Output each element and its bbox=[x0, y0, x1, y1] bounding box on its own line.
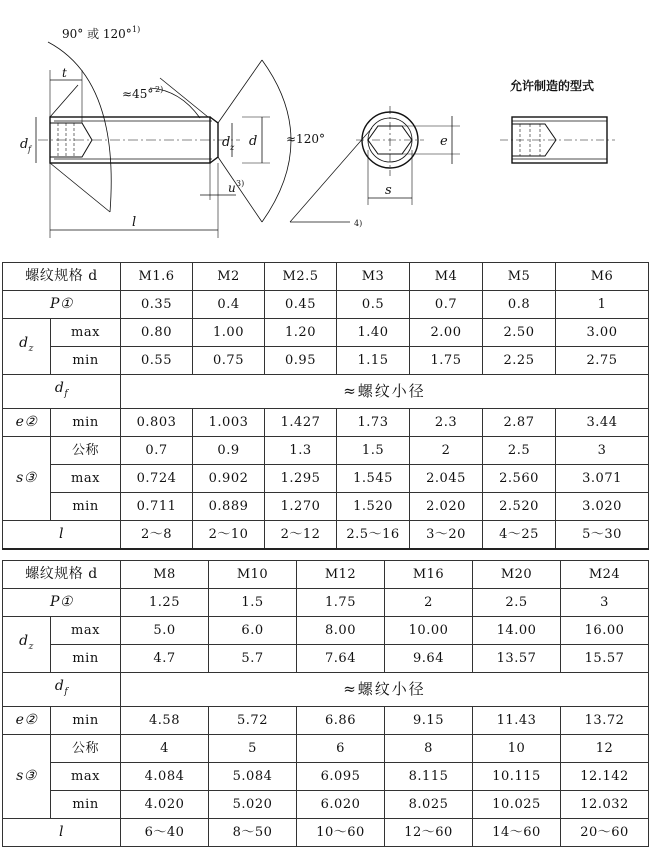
value-cell: 1.20 bbox=[265, 319, 337, 347]
size-cell: M6 bbox=[556, 263, 649, 291]
value-cell: 1.5 bbox=[337, 436, 410, 464]
min-label: min bbox=[51, 790, 121, 818]
table-row bbox=[3, 436, 649, 464]
value-cell: 10 bbox=[473, 734, 561, 762]
value-cell: 0.9 bbox=[193, 436, 265, 464]
value-cell: 8.025 bbox=[385, 790, 473, 818]
label-l: l bbox=[132, 215, 137, 230]
value-cell: 8～50 bbox=[209, 818, 297, 846]
value-cell: 1.15 bbox=[337, 347, 410, 375]
thread-spec-header: 螺纹规格 d bbox=[3, 561, 121, 589]
table-row bbox=[3, 790, 649, 818]
spec-table-large-sizes bbox=[2, 560, 649, 847]
table-row bbox=[3, 673, 649, 707]
value-cell: 2.25 bbox=[483, 347, 556, 375]
value-cell: 5.0 bbox=[121, 617, 209, 645]
value-cell: 13.72 bbox=[561, 706, 649, 734]
label-45: ≈45° bbox=[122, 87, 154, 101]
value-cell: 4 bbox=[121, 734, 209, 762]
value-cell: 8 bbox=[385, 734, 473, 762]
max-label: max bbox=[51, 617, 121, 645]
value-cell: 8.115 bbox=[385, 762, 473, 790]
value-cell: 0.7 bbox=[410, 291, 483, 319]
label-s: s bbox=[385, 183, 392, 198]
df-label: $d_f$ bbox=[3, 375, 121, 409]
value-cell: 0.803 bbox=[121, 408, 193, 436]
value-cell: 3～20 bbox=[410, 520, 483, 549]
size-cell: M8 bbox=[121, 561, 209, 589]
value-cell: 2～10 bbox=[193, 520, 265, 549]
value-cell: 7.64 bbox=[297, 645, 385, 673]
size-cell: M24 bbox=[561, 561, 649, 589]
value-cell: 2.00 bbox=[410, 319, 483, 347]
value-cell: 2.020 bbox=[410, 492, 483, 520]
value-cell: 3 bbox=[561, 589, 649, 617]
value-cell: 2.520 bbox=[483, 492, 556, 520]
value-cell: 14.00 bbox=[473, 617, 561, 645]
value-cell: 10.00 bbox=[385, 617, 473, 645]
value-cell: 1.270 bbox=[265, 492, 337, 520]
table-row bbox=[3, 706, 649, 734]
label-angle: 90° 或 120° bbox=[62, 27, 132, 41]
s-label: s③ bbox=[3, 734, 51, 818]
value-cell: 1.520 bbox=[337, 492, 410, 520]
value-cell: 2～8 bbox=[121, 520, 193, 549]
value-cell: 6.86 bbox=[297, 706, 385, 734]
table-row bbox=[3, 375, 649, 409]
value-cell: 6.020 bbox=[297, 790, 385, 818]
table-row bbox=[3, 645, 649, 673]
value-cell: 4.020 bbox=[121, 790, 209, 818]
value-cell: 6 bbox=[297, 734, 385, 762]
value-cell: 0.80 bbox=[121, 319, 193, 347]
min-label: min bbox=[51, 347, 121, 375]
df-value: ≈螺纹小径 bbox=[121, 375, 649, 409]
size-cell: M5 bbox=[483, 263, 556, 291]
value-cell: 2 bbox=[410, 436, 483, 464]
value-cell: 1.3 bbox=[265, 436, 337, 464]
value-cell: 1 bbox=[556, 291, 649, 319]
value-cell: 12.142 bbox=[561, 762, 649, 790]
value-cell: 12～60 bbox=[385, 818, 473, 846]
value-cell: 6～40 bbox=[121, 818, 209, 846]
nominal-label: 公称 bbox=[51, 436, 121, 464]
value-cell: 0.95 bbox=[265, 347, 337, 375]
size-cell: M10 bbox=[209, 561, 297, 589]
value-cell: 14～60 bbox=[473, 818, 561, 846]
dz-label: $d_z$ bbox=[3, 319, 51, 375]
value-cell: 5～30 bbox=[556, 520, 649, 549]
value-cell: 1.5 bbox=[209, 589, 297, 617]
table-row bbox=[3, 347, 649, 375]
size-cell: M12 bbox=[297, 561, 385, 589]
value-cell: 2.87 bbox=[483, 408, 556, 436]
value-cell: 1.545 bbox=[337, 464, 410, 492]
table-row bbox=[3, 561, 649, 589]
value-cell: 15.57 bbox=[561, 645, 649, 673]
value-cell: 3.020 bbox=[556, 492, 649, 520]
value-cell: 10.025 bbox=[473, 790, 561, 818]
value-cell: 6.095 bbox=[297, 762, 385, 790]
value-cell: 0.4 bbox=[193, 291, 265, 319]
max-label: max bbox=[51, 762, 121, 790]
value-cell: 1.40 bbox=[337, 319, 410, 347]
value-cell: 6.0 bbox=[209, 617, 297, 645]
size-cell: M4 bbox=[410, 263, 483, 291]
value-cell: 5.084 bbox=[209, 762, 297, 790]
size-cell: M1.6 bbox=[121, 263, 193, 291]
s-label: s③ bbox=[3, 436, 51, 520]
value-cell: 3.44 bbox=[556, 408, 649, 436]
label-d: d bbox=[249, 134, 258, 149]
table-row bbox=[3, 408, 649, 436]
value-cell: 1.295 bbox=[265, 464, 337, 492]
nominal-label: 公称 bbox=[51, 734, 121, 762]
value-cell: 0.45 bbox=[265, 291, 337, 319]
value-cell: 2.560 bbox=[483, 464, 556, 492]
label-u-note: 3) bbox=[236, 179, 245, 188]
value-cell: 1.00 bbox=[193, 319, 265, 347]
value-cell: 16.00 bbox=[561, 617, 649, 645]
value-cell: 4.58 bbox=[121, 706, 209, 734]
dz-label: $d_z$ bbox=[3, 617, 51, 673]
value-cell: 0.724 bbox=[121, 464, 193, 492]
table-row bbox=[3, 762, 649, 790]
e-label: e② bbox=[3, 706, 51, 734]
value-cell: 9.15 bbox=[385, 706, 473, 734]
size-cell: M16 bbox=[385, 561, 473, 589]
table-row bbox=[3, 617, 649, 645]
min-label: min bbox=[51, 492, 121, 520]
value-cell: 0.7 bbox=[121, 436, 193, 464]
value-cell: 0.35 bbox=[121, 291, 193, 319]
value-cell: 12.032 bbox=[561, 790, 649, 818]
label-note4: 4) bbox=[354, 219, 363, 228]
value-cell: 4.7 bbox=[121, 645, 209, 673]
label-u: u bbox=[228, 181, 236, 195]
table-row bbox=[3, 734, 649, 762]
value-cell: 12 bbox=[561, 734, 649, 762]
value-cell: 0.902 bbox=[193, 464, 265, 492]
table-row bbox=[3, 291, 649, 319]
value-cell: 2.045 bbox=[410, 464, 483, 492]
value-cell: 0.8 bbox=[483, 291, 556, 319]
value-cell: 0.5 bbox=[337, 291, 410, 319]
value-cell: 0.711 bbox=[121, 492, 193, 520]
value-cell: 11.43 bbox=[473, 706, 561, 734]
label-t: t bbox=[62, 66, 67, 80]
e-label: e② bbox=[3, 408, 51, 436]
label-df-sub: f bbox=[28, 145, 31, 154]
allowed-form-title: 允许制造的型式 bbox=[510, 79, 595, 93]
l-label: l bbox=[3, 818, 121, 846]
size-cell: M2 bbox=[193, 263, 265, 291]
table-row bbox=[3, 464, 649, 492]
label-45-note: 2) bbox=[155, 85, 164, 94]
min-label: min bbox=[51, 645, 121, 673]
label-df: d bbox=[20, 137, 29, 152]
value-cell: 1.73 bbox=[337, 408, 410, 436]
value-cell: 2.5～16 bbox=[337, 520, 410, 549]
value-cell: 3 bbox=[556, 436, 649, 464]
spec-table-small-sizes bbox=[2, 262, 649, 550]
value-cell: 1.25 bbox=[121, 589, 209, 617]
value-cell: 5.7 bbox=[209, 645, 297, 673]
value-cell: 13.57 bbox=[473, 645, 561, 673]
label-dz: d bbox=[222, 135, 231, 150]
table-row bbox=[3, 589, 649, 617]
df-value: ≈螺纹小径 bbox=[121, 673, 649, 707]
value-cell: 2.5 bbox=[473, 589, 561, 617]
value-cell: 1.427 bbox=[265, 408, 337, 436]
l-label: l bbox=[3, 520, 121, 549]
value-cell: 3.00 bbox=[556, 319, 649, 347]
value-cell: 2～12 bbox=[265, 520, 337, 549]
pitch-label: P① bbox=[3, 589, 121, 617]
label-dz-sub: z bbox=[230, 143, 235, 152]
value-cell: 10～60 bbox=[297, 818, 385, 846]
table-row bbox=[3, 520, 649, 549]
table-row bbox=[3, 263, 649, 291]
value-cell: 1.75 bbox=[410, 347, 483, 375]
pitch-label: P① bbox=[3, 291, 121, 319]
value-cell: 4～25 bbox=[483, 520, 556, 549]
table-row bbox=[3, 319, 649, 347]
value-cell: 2.75 bbox=[556, 347, 649, 375]
value-cell: 2.5 bbox=[483, 436, 556, 464]
value-cell: 4.084 bbox=[121, 762, 209, 790]
value-cell: 5.020 bbox=[209, 790, 297, 818]
value-cell: 3.071 bbox=[556, 464, 649, 492]
table-row bbox=[3, 492, 649, 520]
size-cell: M20 bbox=[473, 561, 561, 589]
table-row bbox=[3, 818, 649, 846]
value-cell: 0.55 bbox=[121, 347, 193, 375]
value-cell: 2.3 bbox=[410, 408, 483, 436]
min-label: min bbox=[51, 706, 121, 734]
label-e: e bbox=[440, 134, 448, 149]
thread-spec-header: 螺纹规格 d bbox=[3, 263, 121, 291]
value-cell: 8.00 bbox=[297, 617, 385, 645]
max-label: max bbox=[51, 319, 121, 347]
value-cell: 20～60 bbox=[561, 818, 649, 846]
value-cell: 10.115 bbox=[473, 762, 561, 790]
value-cell: 5.72 bbox=[209, 706, 297, 734]
label-angle-note: 1) bbox=[132, 25, 141, 34]
label-120: ≈120° bbox=[286, 132, 325, 146]
value-cell: 2 bbox=[385, 589, 473, 617]
technical-drawing bbox=[0, 0, 650, 262]
df-label: $d_f$ bbox=[3, 673, 121, 707]
value-cell: 1.75 bbox=[297, 589, 385, 617]
min-label: min bbox=[51, 408, 121, 436]
size-cell: M2.5 bbox=[265, 263, 337, 291]
max-label: max bbox=[51, 464, 121, 492]
value-cell: 9.64 bbox=[385, 645, 473, 673]
value-cell: 2.50 bbox=[483, 319, 556, 347]
value-cell: 1.003 bbox=[193, 408, 265, 436]
size-cell: M3 bbox=[337, 263, 410, 291]
value-cell: 0.75 bbox=[193, 347, 265, 375]
value-cell: 0.889 bbox=[193, 492, 265, 520]
value-cell: 5 bbox=[209, 734, 297, 762]
